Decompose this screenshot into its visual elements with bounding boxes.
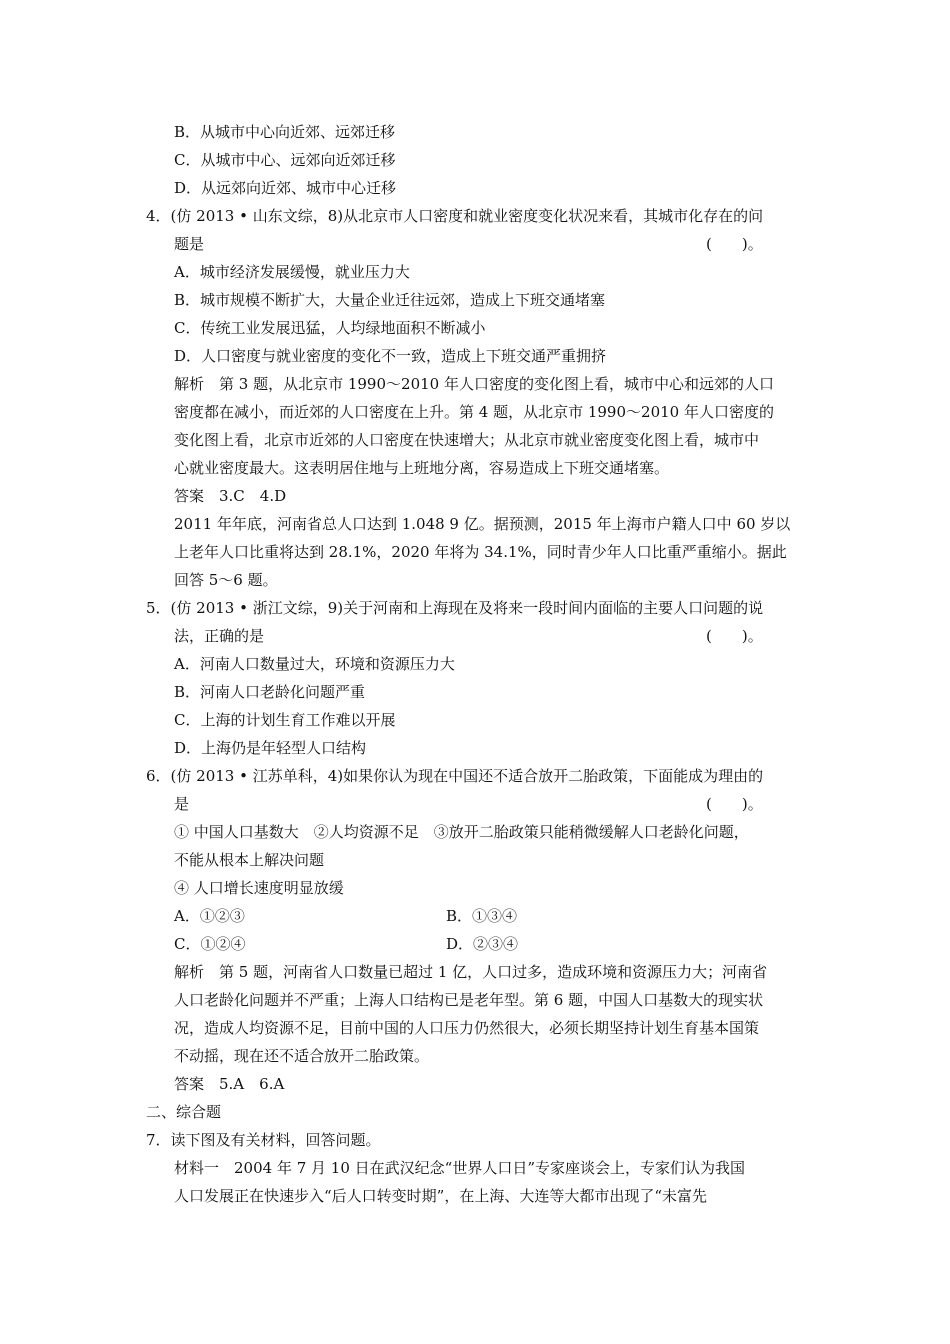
q4-stem-line1: 4．(仿 2013 • 山东文综，8)从北京市人口密度和就业密度变化状况来看，其城市化存在的问 xyxy=(146,207,764,225)
q6-items-line2: 不能从根本上解决问题 xyxy=(174,851,325,869)
q6-option-a: A．①②③ xyxy=(174,907,245,925)
analysis-56-line4: 不动摇，现在还不适合放开二胎政策。 xyxy=(174,1047,430,1065)
q5-stem-line1: 5．(仿 2013 • 浙江文综，9)关于河南和上海现在及将来一段时间内面临的主要人口问题的说 xyxy=(146,599,764,617)
analysis-34-line3: 变化图上看，北京市近郊的人口密度在快速增大；从北京市就业密度变化图上看，城市中 xyxy=(174,431,760,449)
q6-option-c: C．①②④ xyxy=(174,935,246,953)
q7-material1-line2: 人口发展正在快速步入“后人口转变时期”，在上海、大连等大都市出现了“未富先 xyxy=(174,1187,708,1205)
analysis-56-line3: 况，造成人均资源不足，目前中国的人口压力仍然很大，必须长期坚持计划生育基本国策 xyxy=(174,1019,760,1037)
analysis-34-line4: 心就业密度最大。这表明居住地与上班地分离，容易造成上下班交通堵塞。 xyxy=(174,459,670,477)
analysis-34-line1: 解析 第 3 题，从北京市 1990～2010 年人口密度的变化图上看，城市中心和远郊的人口 xyxy=(174,375,774,393)
q6-answer-paren: ( )。 xyxy=(706,795,763,813)
q3-option-d: D．从远郊向近郊、城市中心迁移 xyxy=(174,179,397,197)
answer-3-4: 答案 3.C 4.D xyxy=(174,487,287,505)
analysis-56-line1: 解析 第 5 题，河南省人口数量已超过 1 亿，人口过多，造成环境和资源压力大；河南省 xyxy=(174,963,768,981)
material-56-line1: 2011 年年底，河南省总人口达到 1.048 9 亿。据预测，2015 年上海市户籍人口中 60 岁以 xyxy=(174,515,791,533)
q5-option-a: A．河南人口数量过大，环境和资源压力大 xyxy=(174,655,455,673)
q7-material1-line1: 材料一 2004 年 7 月 10 日在武汉纪念“世界人口日”专家座谈会上，专家们认为我国 xyxy=(174,1159,745,1177)
analysis-56-line2: 人口老龄化问题并不严重；上海人口结构已是老年型。第 6 题，中国人口基数大的现实状 xyxy=(174,991,764,1009)
q4-option-a: A．城市经济发展缓慢，就业压力大 xyxy=(174,263,410,281)
q4-option-c: C．传统工业发展迅猛，人均绿地面积不断减小 xyxy=(174,319,486,337)
q5-stem-line2: 法，正确的是 xyxy=(174,627,265,645)
q6-option-d: D．②③④ xyxy=(446,935,519,953)
section-heading: 二、综合题 xyxy=(146,1103,222,1121)
answer-5-6: 答案 5.A 6.A xyxy=(174,1075,285,1093)
q5-option-d: D．上海仍是年轻型人口结构 xyxy=(174,739,367,757)
q6-option-b: B．①③④ xyxy=(446,907,518,925)
q5-answer-paren: ( )。 xyxy=(706,627,763,645)
q4-option-b: B．城市规模不断扩大，大量企业迁往远郊，造成上下班交通堵塞 xyxy=(174,291,606,309)
q4-answer-paren: ( )。 xyxy=(706,235,763,253)
material-56-line3: 回答 5～6 题。 xyxy=(174,571,278,589)
q6-stem-line2: 是 xyxy=(174,795,190,813)
q6-items-line1: ① 中国人口基数大 ②人均资源不足 ③放开二胎政策只能稍微缓解人口老龄化问题， xyxy=(174,823,749,841)
q7-stem: 7．读下图及有关材料，回答问题。 xyxy=(146,1131,381,1149)
q3-option-c: C．从城市中心、远郊向近郊迁移 xyxy=(174,151,396,169)
q3-option-b: B．从城市中心向近郊、远郊迁移 xyxy=(174,123,396,141)
material-56-line2: 上老年人口比重将达到 28.1%，2020 年将为 34.1%，同时青少年人口比重严重缩小。据此 xyxy=(174,543,787,561)
q4-option-d: D．人口密度与就业密度的变化不一致，造成上下班交通严重拥挤 xyxy=(174,347,607,365)
q5-option-b: B．河南人口老龄化问题严重 xyxy=(174,683,366,701)
analysis-34-line2: 密度都在减小，而近郊的人口密度在上升。第 4 题，从北京市 1990～2010 年人口密度的 xyxy=(174,403,774,421)
q4-stem-line2: 题是 xyxy=(174,235,205,253)
q5-option-c: C．上海的计划生育工作难以开展 xyxy=(174,711,396,729)
q6-items-line3: ④ 人口增长速度明显放缓 xyxy=(174,879,344,897)
q6-stem-line1: 6．(仿 2013 • 江苏单科，4)如果你认为现在中国还不适合放开二胎政策，下面能成为理由的 xyxy=(146,767,764,785)
